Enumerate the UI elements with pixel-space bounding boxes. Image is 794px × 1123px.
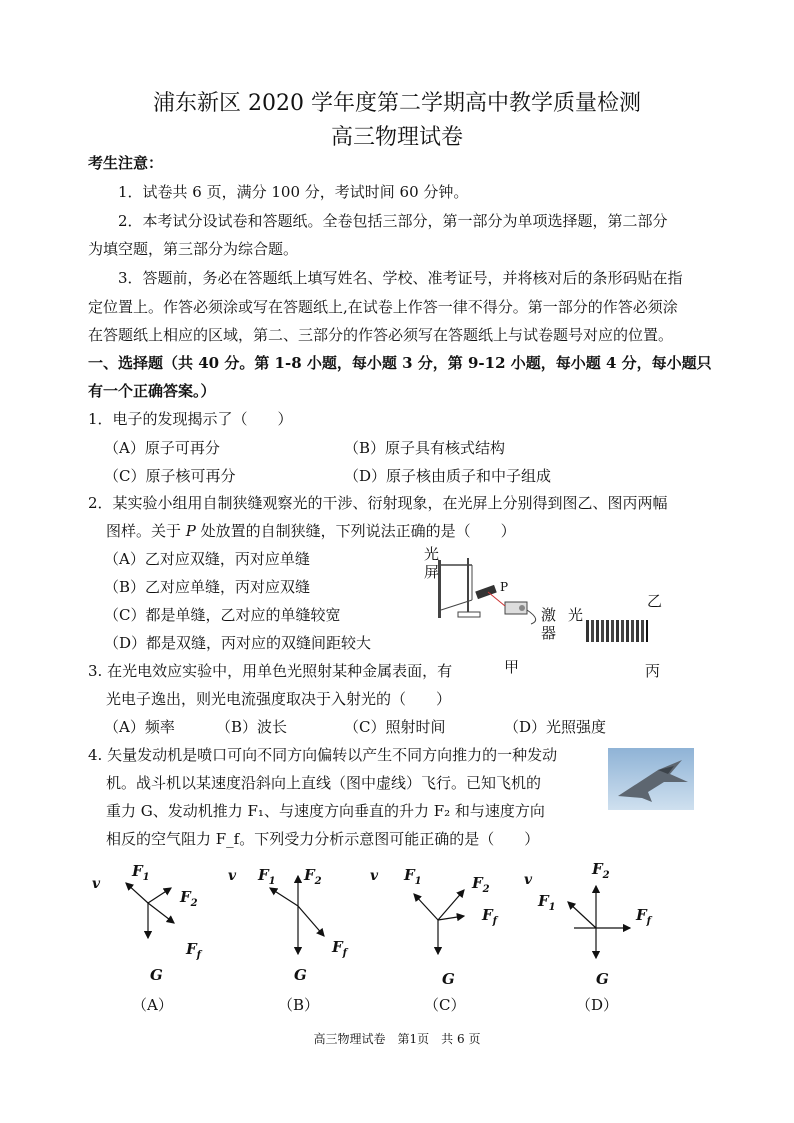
ff-arrow <box>148 903 174 923</box>
force-diagram-a <box>86 858 226 968</box>
fighter-jet-image <box>608 748 694 814</box>
q1-stem: 1．电子的发现揭示了（ ） <box>88 410 293 428</box>
label-bing: 丙 <box>645 662 661 680</box>
label-option-b: （B） <box>278 996 320 1014</box>
label-laser-2: 器 <box>541 624 557 642</box>
label-ff-b: $F_f$ <box>332 938 347 959</box>
label-g-d: G <box>596 970 609 988</box>
q2-stem-2: 图样。关于 P 处放置的自制狭缝，下列说法正确的是（ ） <box>106 522 516 540</box>
label-p: P <box>500 580 509 594</box>
label-f1-c: $F_1$ <box>404 866 422 887</box>
q1-option-d: （D）原子核由质子和中子组成 <box>344 467 552 485</box>
label-v-a: v <box>92 876 101 892</box>
q1-option-b: （B）原子具有核式结构 <box>344 439 506 457</box>
q3-option-b: （B）波长 <box>216 718 288 736</box>
label-f2-b: $F_2$ <box>304 866 322 887</box>
q3-option-c: （C）照射时间 <box>344 718 446 736</box>
label-g-c: G <box>442 970 455 988</box>
q3-stem-1: 3. 在光电效应实验中，用单色光照射某种金属表面，有 <box>88 662 453 680</box>
label-ff-a: $F_f$ <box>186 940 201 961</box>
ff-arrow <box>298 906 324 936</box>
label-f1-b: $F_1$ <box>258 866 276 887</box>
label-screen-2: 屏 <box>424 563 440 581</box>
label-f1-d: $F_1$ <box>538 892 556 913</box>
label-v-c: v <box>370 868 379 884</box>
f1-arrow <box>126 883 148 903</box>
q1-option-a: （A）原子可再分 <box>104 439 220 457</box>
label-g-a: G <box>150 966 163 984</box>
label-screen-1: 光 <box>424 545 440 563</box>
label-f2-c: $F_2$ <box>472 874 490 895</box>
exam-title: 浦东新区 2020 学年度第二学期高中教学质量检测 <box>153 91 641 116</box>
notice-item-2: 2．本考试分设试卷和答题纸。全卷包括三部分，第一部分为单项选择题，第二部分 <box>118 212 668 230</box>
notice-item-3-cont-1: 定位置上。作答必须涂或写在答题纸上,在试卷上作答一律不得分。第一部分的作答必须涂 <box>88 298 678 316</box>
label-v-d: v <box>524 872 533 888</box>
label-f1-a: $F_1$ <box>132 862 150 883</box>
notice-item-3: 3．答题前，务必在答题纸上填写姓名、学校、准考证号，并将核对后的条形码贴在指 <box>118 269 683 287</box>
notice-item-1: 1．试卷共 6 页，满分 100 分，考试时间 60 分钟。 <box>118 183 469 201</box>
q2-option-b: （B）乙对应单缝，丙对应双缝 <box>104 578 311 596</box>
label-option-c: （C） <box>424 996 466 1014</box>
label-jia: 甲 <box>504 658 520 676</box>
label-f2-d: $F_2$ <box>592 860 610 881</box>
section-heading-line-2: 有一个正确答案。） <box>88 382 216 400</box>
section-heading-line-1: 一、选择题（共 40 分。第 1-8 小题，每小题 3 分，第 9-12 小题，每小题 4 分，每小题只 <box>88 354 712 372</box>
q1-option-c: （C）原子核可再分 <box>104 467 236 485</box>
notice-item-3-cont-2: 在答题纸上相应的区域，第二、三部分的作答必须写在答题纸上与试卷题号对应的位置。 <box>88 326 674 344</box>
page-footer: 高三物理试卷 第1页 共 6 页 <box>313 1032 481 1046</box>
label-ff-c: $F_f$ <box>482 906 497 927</box>
notice-heading: 考生注意： <box>88 154 164 172</box>
f2-arrow <box>438 890 464 920</box>
pattern-yi <box>585 620 649 642</box>
q2-option-a: （A）乙对应双缝，丙对应单缝 <box>104 550 310 568</box>
q2-option-c: （C）都是单缝，乙对应的单缝较宽 <box>104 606 341 624</box>
ff-arrow <box>438 916 464 920</box>
label-yi: 乙 <box>647 592 663 610</box>
q4-stem-3: 重力 G、发动机推力 F₁、与速度方向垂直的升力 F₂ 和与速度方向 <box>106 802 545 820</box>
label-f2-a: $F_2$ <box>180 888 198 909</box>
label-option-a: （A） <box>132 996 173 1014</box>
q3-option-d: （D）光照强度 <box>504 718 607 736</box>
label-laser-3: 光 <box>568 606 584 624</box>
q4-stem-4: 相反的空气阻力 F_f。下列受力分析示意图可能正确的是（ ） <box>106 830 540 848</box>
q2-stem-1: 2．某实验小组用自制狭缝观察光的干涉、衍射现象，在光屏上分别得到图乙、图丙两幅 <box>88 494 668 512</box>
q3-stem-2: 光电子逸出，则光电流强度取决于入射光的（ ） <box>106 690 452 708</box>
f1-arrow <box>270 888 298 906</box>
q4-stem-2: 机。战斗机以某速度沿斜向上直线（图中虚线）飞行。已知飞机的 <box>106 774 542 792</box>
exam-subtitle: 高三物理试卷 <box>330 125 463 150</box>
q4-stem-1: 4. 矢量发动机是喷口可向不同方向偏转以产生不同方向推力的一种发动 <box>88 746 558 764</box>
notice-item-2-cont: 为填空题，第三部分为综合题。 <box>88 240 299 258</box>
label-laser-1: 激 <box>541 606 557 624</box>
f2-arrow <box>148 888 171 903</box>
label-ff-d: $F_f$ <box>636 906 651 927</box>
q3-option-a: （A）频率 <box>104 718 175 736</box>
f1-arrow <box>414 894 438 920</box>
label-g-b: G <box>294 966 307 984</box>
label-option-d: （D） <box>576 996 619 1014</box>
q2-option-d: （D）都是双缝，丙对应的双缝间距较大 <box>104 634 372 652</box>
label-v-b: v <box>228 868 237 884</box>
f1-arrow <box>568 902 596 928</box>
